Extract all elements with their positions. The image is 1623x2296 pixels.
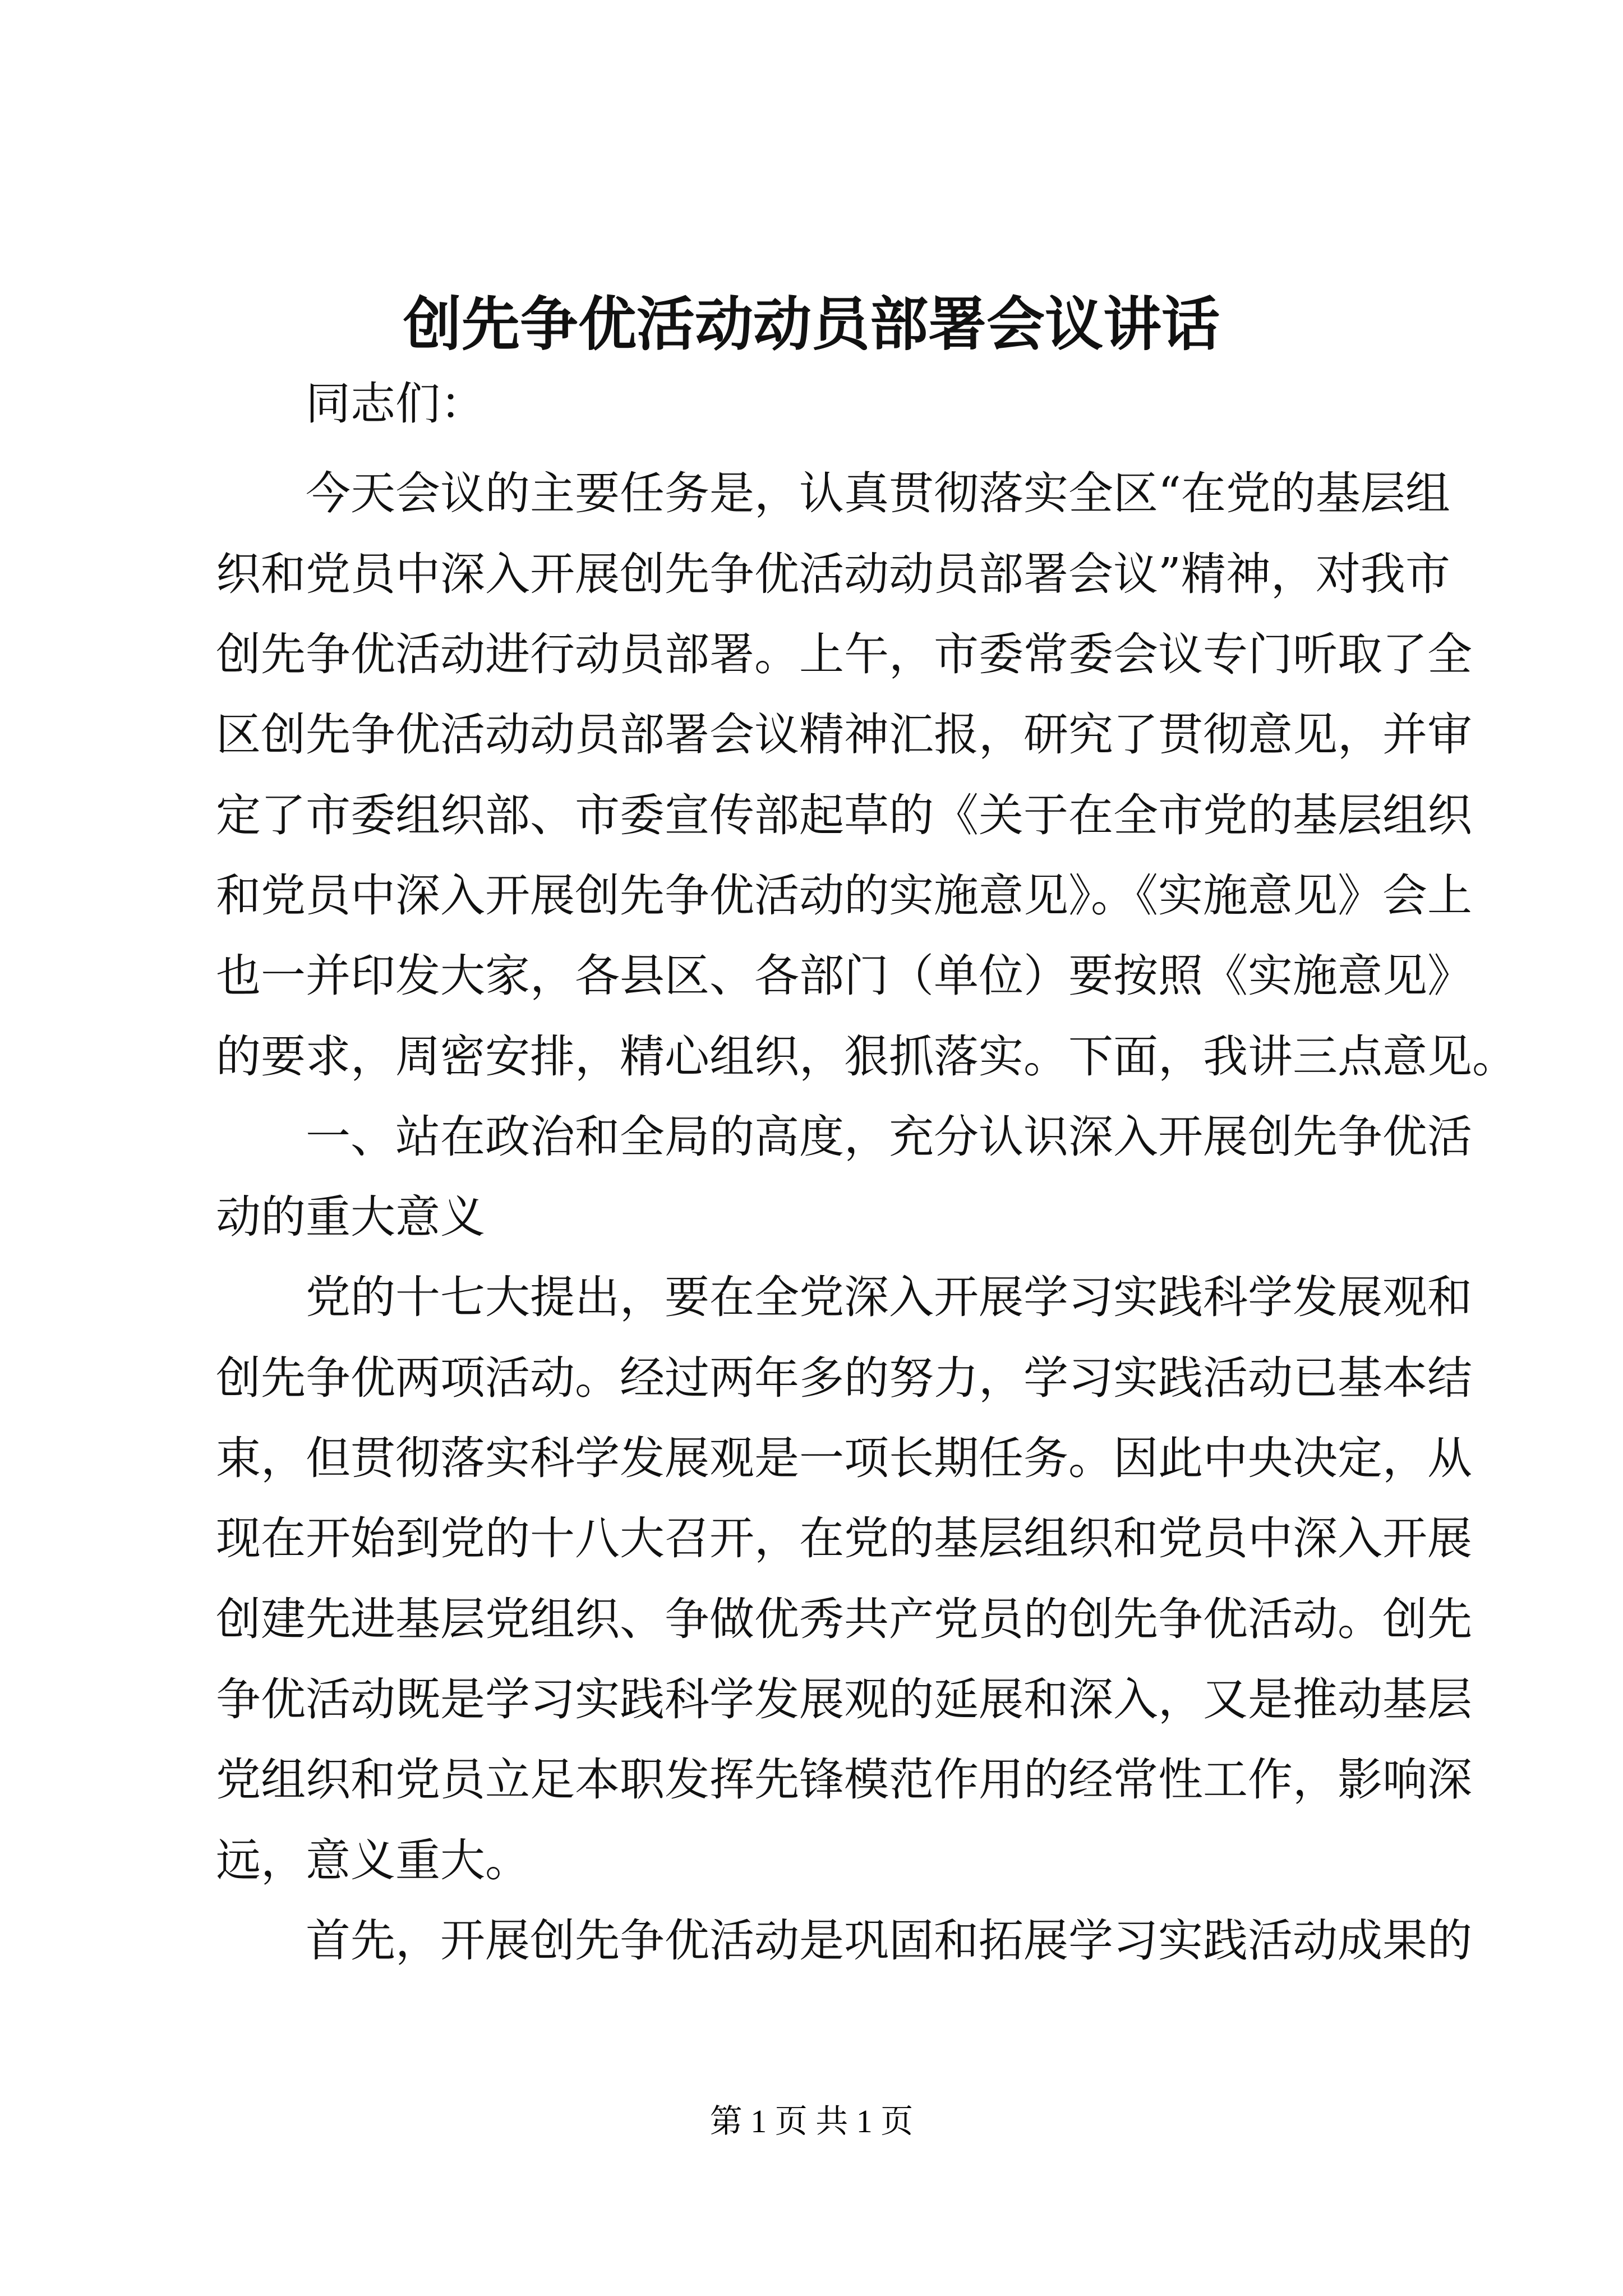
- body-line: 创先争优活动进行动员部署。上午，市委常委会议专门听取了全: [216, 628, 1472, 680]
- section-heading-line: 一、站在政治和全局的高度，充分认识深入开展创先争优活: [306, 1111, 1472, 1163]
- body-line: 创先争优两项活动。经过两年多的努力，学习实践活动已基本结: [216, 1352, 1472, 1404]
- body-line: 今天会议的主要任务是，认真贯彻落实全区“在党的基层组: [306, 467, 1450, 519]
- body-line: 创建先进基层党组织、争做优秀共产党员的创先争优活动。创先: [216, 1593, 1472, 1645]
- body-line: 党组织和党员立足本职发挥先锋模范作用的经常性工作，影响深: [216, 1754, 1472, 1806]
- body-line: 党的十七大提出，要在全党深入开展学习实践科学发展观和: [306, 1271, 1472, 1323]
- section-heading-line: 动的重大意义: [216, 1191, 485, 1243]
- document-title: 创先争优活动动员部署会议讲话: [403, 289, 1220, 358]
- body-line: 首先，开展创先争优活动是巩固和拓展学习实践活动成果的: [306, 1915, 1472, 1967]
- body-line: 和党员中深入开展创先争优活动的实施意见》。《实施意见》会上: [216, 869, 1472, 922]
- page-footer: 第 1 页 共 1 页: [709, 2103, 914, 2139]
- salutation-line: 同志们：: [306, 378, 485, 430]
- body-line: 现在开始到党的十八大召开，在党的基层组织和党员中深入开展: [216, 1512, 1472, 1565]
- body-line: 区创先争优活动动员部署会议精神汇报，研究了贯彻意见，并审: [216, 708, 1472, 761]
- body-line: 定了市委组织部、市委宣传部起草的《关于在全市党的基层组织: [216, 789, 1472, 841]
- body-line: 的要求，周密安排，精心组织，狠抓落实。下面，我讲三点意见。: [216, 1030, 1517, 1083]
- body-line: 远，意义重大。: [216, 1834, 530, 1887]
- body-line: 织和党员中深入开展创先争优活动动员部署会议”精神，对我市: [216, 548, 1450, 600]
- body-line: 也一并印发大家，各县区、各部门（单位）要按照《实施意见》: [216, 950, 1472, 1002]
- body-line: 束，但贯彻落实科学发展观是一项长期任务。因此中央决定，从: [216, 1432, 1472, 1484]
- body-line: 争优活动既是学习实践科学发展观的延展和深入，又是推动基层: [216, 1673, 1472, 1726]
